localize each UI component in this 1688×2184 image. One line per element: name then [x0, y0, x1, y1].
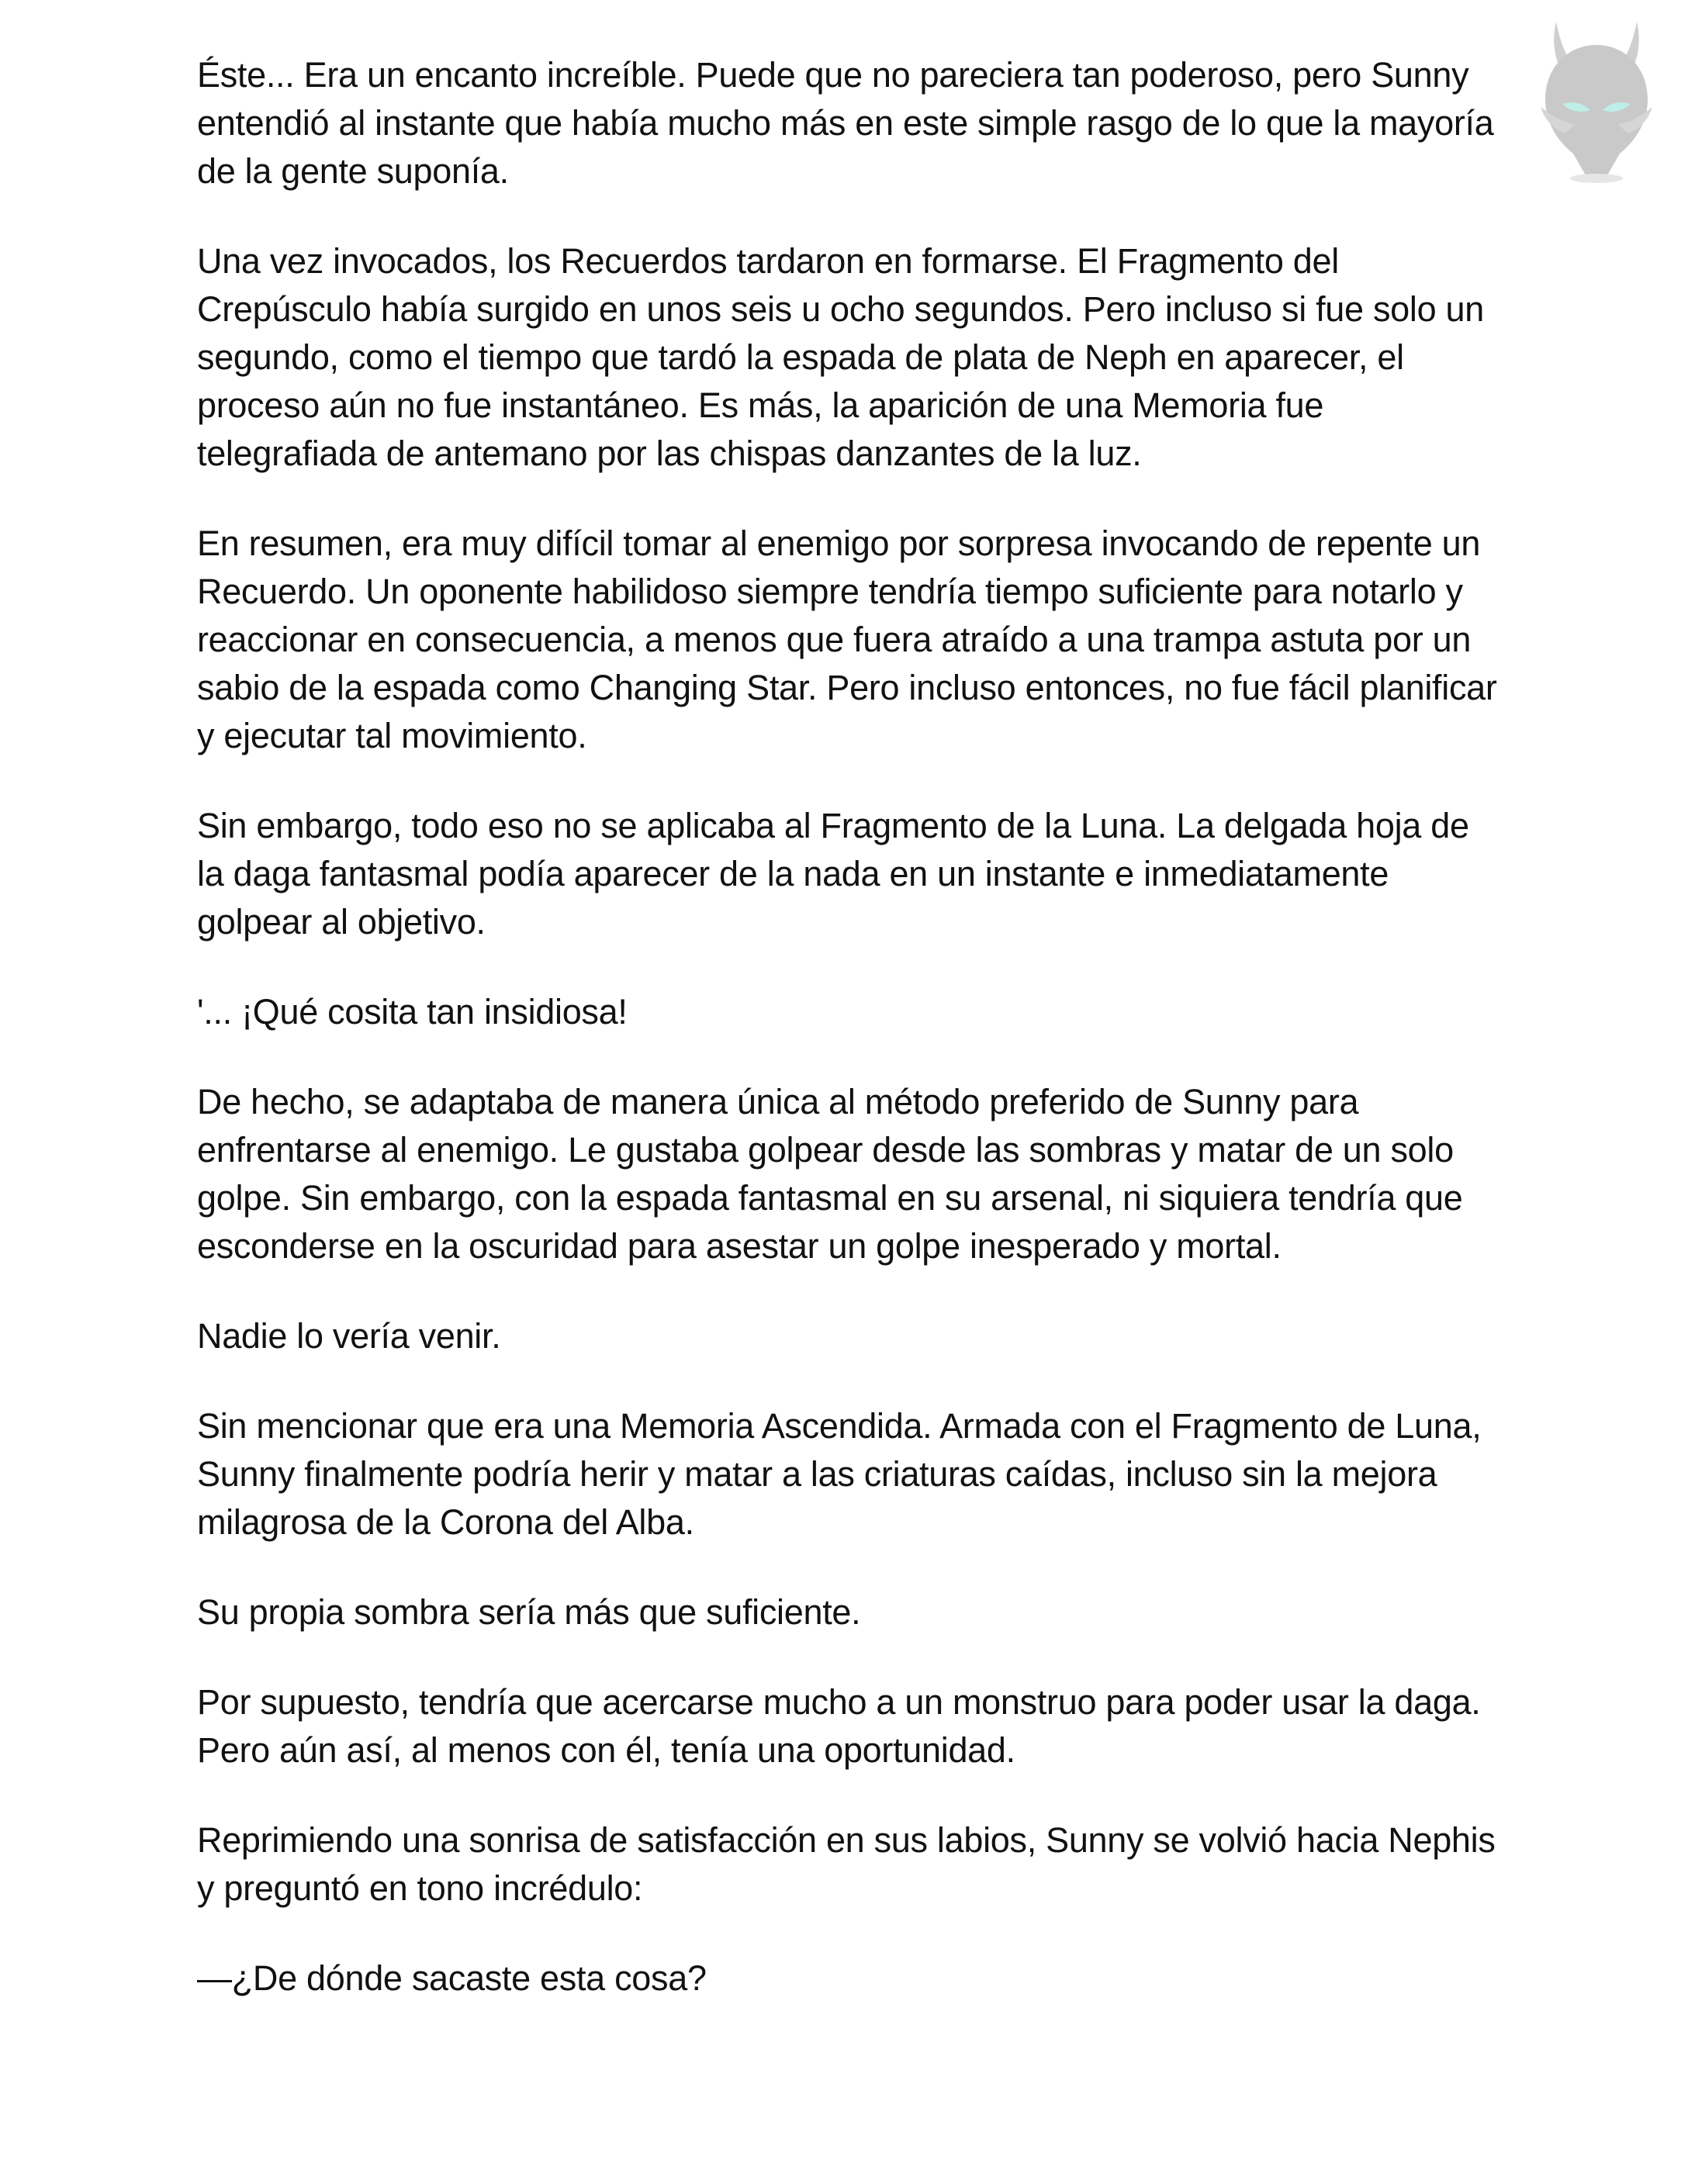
- paragraph-4: Sin embargo, todo eso no se aplicaba al Fragmento de la Luna. La delgada hoja de la daga fantasmal podía aparecer de la nada en un instante e inmediatamente golpear al objetivo.: [197, 806, 1469, 942]
- paragraph-5: '... ¡Qué cosita tan insidiosa!: [197, 992, 628, 1032]
- paragraph-1: Éste... Era un encanto increíble. Puede que no pareciera tan poderoso, pero Sunny entendió al instante que había mucho más en este simple rasgo de lo que la mayoría de la gente suponía.: [197, 55, 1494, 191]
- paragraph-8: Sin mencionar que era una Memoria Ascendida. Armada con el Fragmento de Luna, Sunny finalmente podría herir y matar a las criaturas caídas, incluso sin la mejora milagrosa de la Corona del Alba.: [197, 1406, 1482, 1542]
- paragraph-10: Por supuesto, tendría que acercarse mucho a un monstruo para poder usar la daga. Pero aún así, al menos con él, tenía una oportunidad.: [197, 1682, 1481, 1770]
- document-body: [197, 51, 1500, 2044]
- paragraph-11: Reprimiendo una sonrisa de satisfacción en sus labios, Sunny se volvió hacia Nephis y preguntó en tono incrédulo:: [197, 1820, 1496, 1908]
- paragraph-9: Su propia sombra sería más que suficiente.: [197, 1592, 861, 1632]
- paragraph-6: De hecho, se adaptaba de manera única al método preferido de Sunny para enfrentarse al enemigo. Le gustaba golpear desde las sombras y matar de un solo golpe. Sin embargo, con la espada fantasmal en su arsenal, ni siquiera tendría que esconderse en la oscuridad para asestar un golpe inesperado y mortal.: [197, 1082, 1463, 1266]
- paragraph-2: Una vez invocados, los Recuerdos tardaron en formarse. El Fragmento del Crepúsculo había surgido en unos seis u ocho segundos. Pero incluso si fue solo un segundo, como el tiempo que tardó la espada de plata de Neph en aparecer, el proceso aún no fue instantáneo. Es más, la aparición de una Memoria fue telegrafiada de antemano por las chispas danzantes de la luz.: [197, 241, 1484, 473]
- paragraph-12: —¿De dónde sacaste esta cosa?: [197, 1958, 707, 1998]
- paragraph-3: En resumen, era muy difícil tomar al enemigo por sorpresa invocando de repente un Recuerdo. Un oponente habilidoso siempre tendría tiempo suficiente para notarlo y reaccionar en consecuencia, a menos que fuera atraído a una trampa astuta por un sabio de la espada como Changing Star. Pero incluso entonces, no fue fácil planificar y ejecutar tal movimiento.: [197, 524, 1497, 755]
- demon-head-logo-svg: [1527, 14, 1666, 185]
- paragraph-7: Nadie lo vería venir.: [197, 1316, 501, 1356]
- demon-head-logo-icon: [1527, 14, 1666, 185]
